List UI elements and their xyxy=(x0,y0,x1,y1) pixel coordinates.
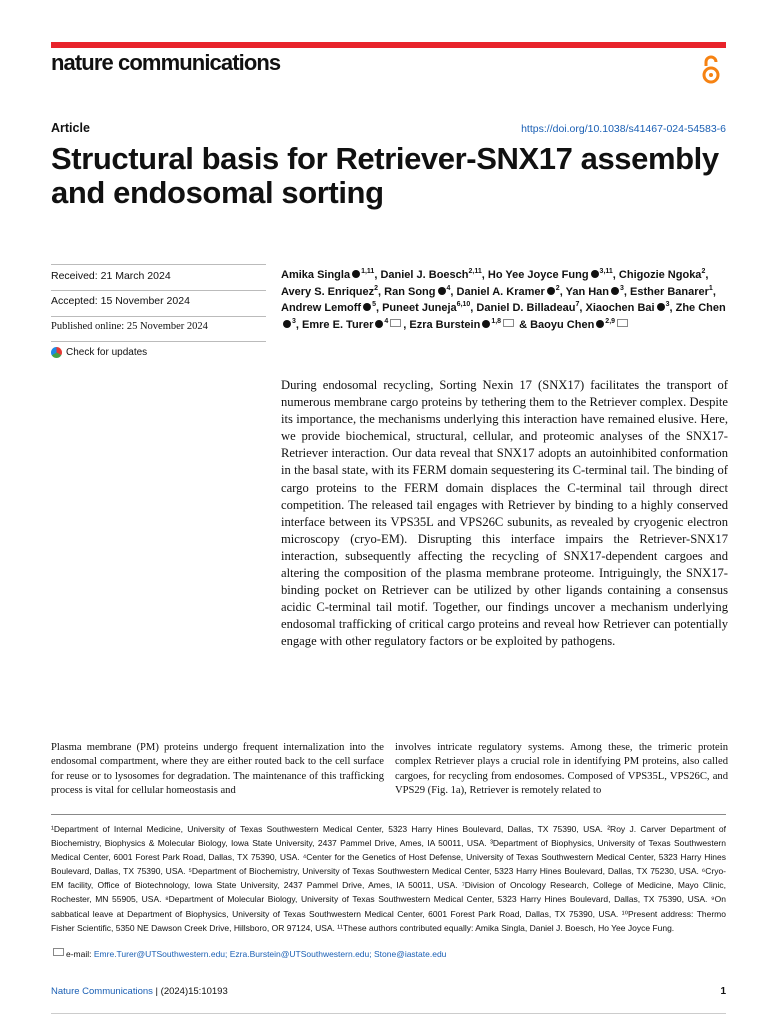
author-name[interactable]: Ho Yee Joyce Fung xyxy=(487,269,589,281)
footer-cite: | (2024)15:10193 xyxy=(155,986,228,997)
divider xyxy=(51,316,266,317)
published-date: Published online: 25 November 2024 xyxy=(51,321,208,332)
email-prefix: e-mail: xyxy=(66,949,92,959)
divider xyxy=(51,290,266,291)
orcid-icon[interactable] xyxy=(375,320,383,328)
author-name[interactable]: Emre E. Turer xyxy=(302,318,374,331)
header-accent-bar xyxy=(51,42,726,48)
author-name[interactable]: Ran Song xyxy=(384,285,436,298)
author-name[interactable]: Avery S. Enriquez xyxy=(281,285,375,298)
orcid-icon[interactable] xyxy=(591,270,599,278)
correspondence xyxy=(51,947,726,961)
affiliation-superscript: 5 xyxy=(372,301,376,308)
orcid-icon[interactable] xyxy=(657,303,665,311)
orcid-icon[interactable] xyxy=(611,287,619,295)
affiliation-superscript: 7 xyxy=(575,301,580,308)
paper-title: Structural basis for Retriever-SNX17 assembly and endosomal sorting xyxy=(51,141,719,210)
author-name[interactable]: Daniel A. Kramer xyxy=(456,285,545,298)
journal-name: nature communications xyxy=(51,50,281,75)
check-updates-label: Check for updates xyxy=(66,347,148,358)
open-access-icon xyxy=(700,55,722,85)
envelope-icon xyxy=(53,948,64,956)
affiliation-superscript: 3 xyxy=(620,284,624,292)
affiliation-superscript: 4 xyxy=(384,317,389,325)
orcid-icon[interactable] xyxy=(547,287,555,295)
affiliation-superscript: 3 xyxy=(665,301,670,308)
footer-citation xyxy=(51,986,228,997)
footer-divider xyxy=(51,1013,726,1014)
affiliation-superscript: 1 xyxy=(708,284,713,292)
footer-journal-link[interactable]: Nature Communications xyxy=(51,986,153,997)
affiliation-superscript: 2 xyxy=(701,268,706,275)
orcid-icon[interactable] xyxy=(283,320,291,328)
abstract: During endosomal recycling, Sorting Nexin 17 (SNX17) facilitates the transport of numerous membrane cargo proteins by tethering them to the Retriever complex. Despite its importance, the mechanisms underlying this interaction have remained elusive. Here, we provide biochemical, structural, cellular, and proteomic analyses of the SNX17-Retriever interaction. Our data reveal that SNX17 adopts an autoinhibited conformation in the basal state, with its FERM domain sequestering its C-terminal tail. The binding of cargo proteins to the FERM domain displaces the C-terminal tail through direct competition. The released tail engages with Retriever by binding to a highly conserved interface between its VPS35L and VPS26C subunits, as revealed by cryogenic electron microscopy (cryo-EM). Disrupting this interface impairs the Retriever-SNX17 interaction, subsequently affecting the recycling of SNX17-dependent cargoes and altering the composition of the plasma membrane proteome. Intriguingly, the SNX17-binding pocket on Retriever can be utilized by other ligands containing a consensus acidic C-terminal tail motif. Together, our findings uncover a mechanism underlying endosomal trafficking of critical cargo proteins and reveal how Retriever can potentially engage with other regulatory factors or be exploited by pathogens. xyxy=(281,378,728,649)
orcid-icon[interactable] xyxy=(363,303,371,311)
author-name[interactable]: Puneet Juneja xyxy=(382,302,457,314)
received-date: Received: 21 March 2024 xyxy=(51,270,171,282)
orcid-icon[interactable] xyxy=(596,320,604,328)
author-name[interactable]: Yan Han xyxy=(565,285,610,298)
page-number: 1 xyxy=(720,986,726,997)
affiliation-superscript: 6,10 xyxy=(456,301,471,308)
check-updates-button[interactable] xyxy=(51,347,266,358)
email-links[interactable]: Emre.Turer@UTSouthwestern.edu; Ezra.Burstein@UTSouthwestern.edu; Stone@iastate.edu xyxy=(93,949,447,959)
affiliation-superscript: 2 xyxy=(374,284,379,292)
author-name[interactable]: Daniel J. Boesch xyxy=(380,269,469,281)
author-name[interactable]: Andrew Lemoff xyxy=(281,302,362,314)
doi-link[interactable]: https://doi.org/10.1038/s41467-024-54583-6 xyxy=(521,123,726,135)
check-updates-icon xyxy=(51,347,62,358)
affiliations: ¹Department of Internal Medicine, University of Texas Southwestern Medical Center, 5323 Harry Hines Boulevard, Dallas, TX 75390, USA. ²Roy J. Carver Department of Biochemistry, Biophysics & Molecular Biology, Iowa State University, 2437 Pammel Drive, Ames, IA 50011, USA. ³Department of Biophysics, University of Texas Southwestern Medical Center, 6001 Forest Park Road, Dallas, TX 75390, USA. ⁴Center for the Genetics of Host Defense, University of Texas Southwestern Medical Center, 5323 Harry Hines Boulevard, Dallas, TX 75390, USA. ⁵Department of Biochemistry, University of Texas Southwestern Medical Center, 5323 Harry Hines Boulevard, Dallas, TX 75230, USA. ⁶Cryo-EM facility, Office of Biotechnology, Iowa State University, 2437 Pammel Drive, Ames, IA 50011, USA. ⁷Division of Oncology Research, College of Medicine, Mayo Clinic, Rochester, MN 55905, USA. ⁸Department of Molecular Biology, University of Texas Southwestern Medical Center, 5323 Harry Hines Boulevard, Dallas, TX 75390, USA. ⁹On sabbatical leave at Department of Biophysics, University of Texas Southwestern Medical Center, 6001 Forest Park Road, Dallas, TX 75390, USA. ¹⁰Present address: Thermo Fisher Scientific, 5350 NE Dawson Creek Drive, Hillsboro, OR 97124, USA. ¹¹These authors contributed equally: Amika Singla, Daniel J. Boesch, Ho Yee Joyce Fung. xyxy=(51,824,726,933)
footnote-divider xyxy=(51,814,726,815)
author-name[interactable]: Chigozie Ngoka xyxy=(618,269,702,281)
author-name[interactable]: Amika Singla xyxy=(281,269,351,281)
affiliation-superscript: 2,11 xyxy=(468,268,482,275)
envelope-icon[interactable] xyxy=(617,319,628,327)
body-text-column-2: involves intricate regulatory systems. Among these, the trimeric protein complex Retriever plays a crucial role in identifying PM proteins, also called cargoes, for recycling from endosomes. Composed of VPS35L, VPS26C, and VPS29 (Fig. 1a), Retriever is remotely related to xyxy=(395,742,728,796)
author-name[interactable]: Esther Banarer xyxy=(630,285,709,298)
envelope-icon[interactable] xyxy=(503,319,514,327)
body-text-column-1: Plasma membrane (PM) proteins undergo frequent internalization into the endosomal compartment, where they are either routed back to the cell surface for reuse or to lysosomes for degradation. The maintenance of this trafficking process is vital for cellular homeostasis and xyxy=(51,742,384,796)
author-name[interactable]: Ezra Burstein xyxy=(409,318,481,331)
divider xyxy=(51,341,266,342)
affiliation-superscript: 3,11 xyxy=(599,268,613,275)
accepted-date: Accepted: 15 November 2024 xyxy=(51,295,190,307)
author-name[interactable]: Baoyu Chen xyxy=(530,318,595,331)
author-name[interactable]: Daniel D. Billadeau xyxy=(476,302,576,314)
affiliation-superscript: 1,8 xyxy=(491,317,502,325)
author-name[interactable]: Xiaochen Bai xyxy=(585,302,655,314)
affiliation-superscript: 2 xyxy=(555,284,560,292)
author-name[interactable]: Zhe Chen xyxy=(675,302,726,314)
envelope-icon[interactable] xyxy=(390,319,401,327)
orcid-icon[interactable] xyxy=(482,320,490,328)
author-list: Amika Singla $^{1,11}$, Daniel J. Boesch$^{2,11}$, Ho Yee Joyce Fung $^{3,11}$, Chigozie Ngoka$^2$, Avery S. Enriquez$^2$, Ran Song $^4$, Daniel A. Kramer $^2$, Yan Han $^3$, Esther Banarer$^1$, Andrew Lemoff $^5$, Puneet Juneja$^{6,10}$, Daniel D. Billadeau$^7$, Xiaochen Bai $^3$, Zhe Chen$^3$, Emre E. Turer $^4$ , Ezra Burstein $^{1,8}$ & Baoyu Chen $^{2,9}$ xyxy=(281,268,726,331)
affiliation-superscript: 1,11 xyxy=(361,268,375,275)
divider xyxy=(51,264,266,265)
affiliation-superscript: 3 xyxy=(292,317,296,325)
affiliation-superscript: 2,9 xyxy=(605,317,616,325)
orcid-icon[interactable] xyxy=(438,287,446,295)
affiliation-superscript: 4 xyxy=(446,284,451,292)
article-type: Article xyxy=(51,121,90,135)
orcid-icon[interactable] xyxy=(352,270,360,278)
